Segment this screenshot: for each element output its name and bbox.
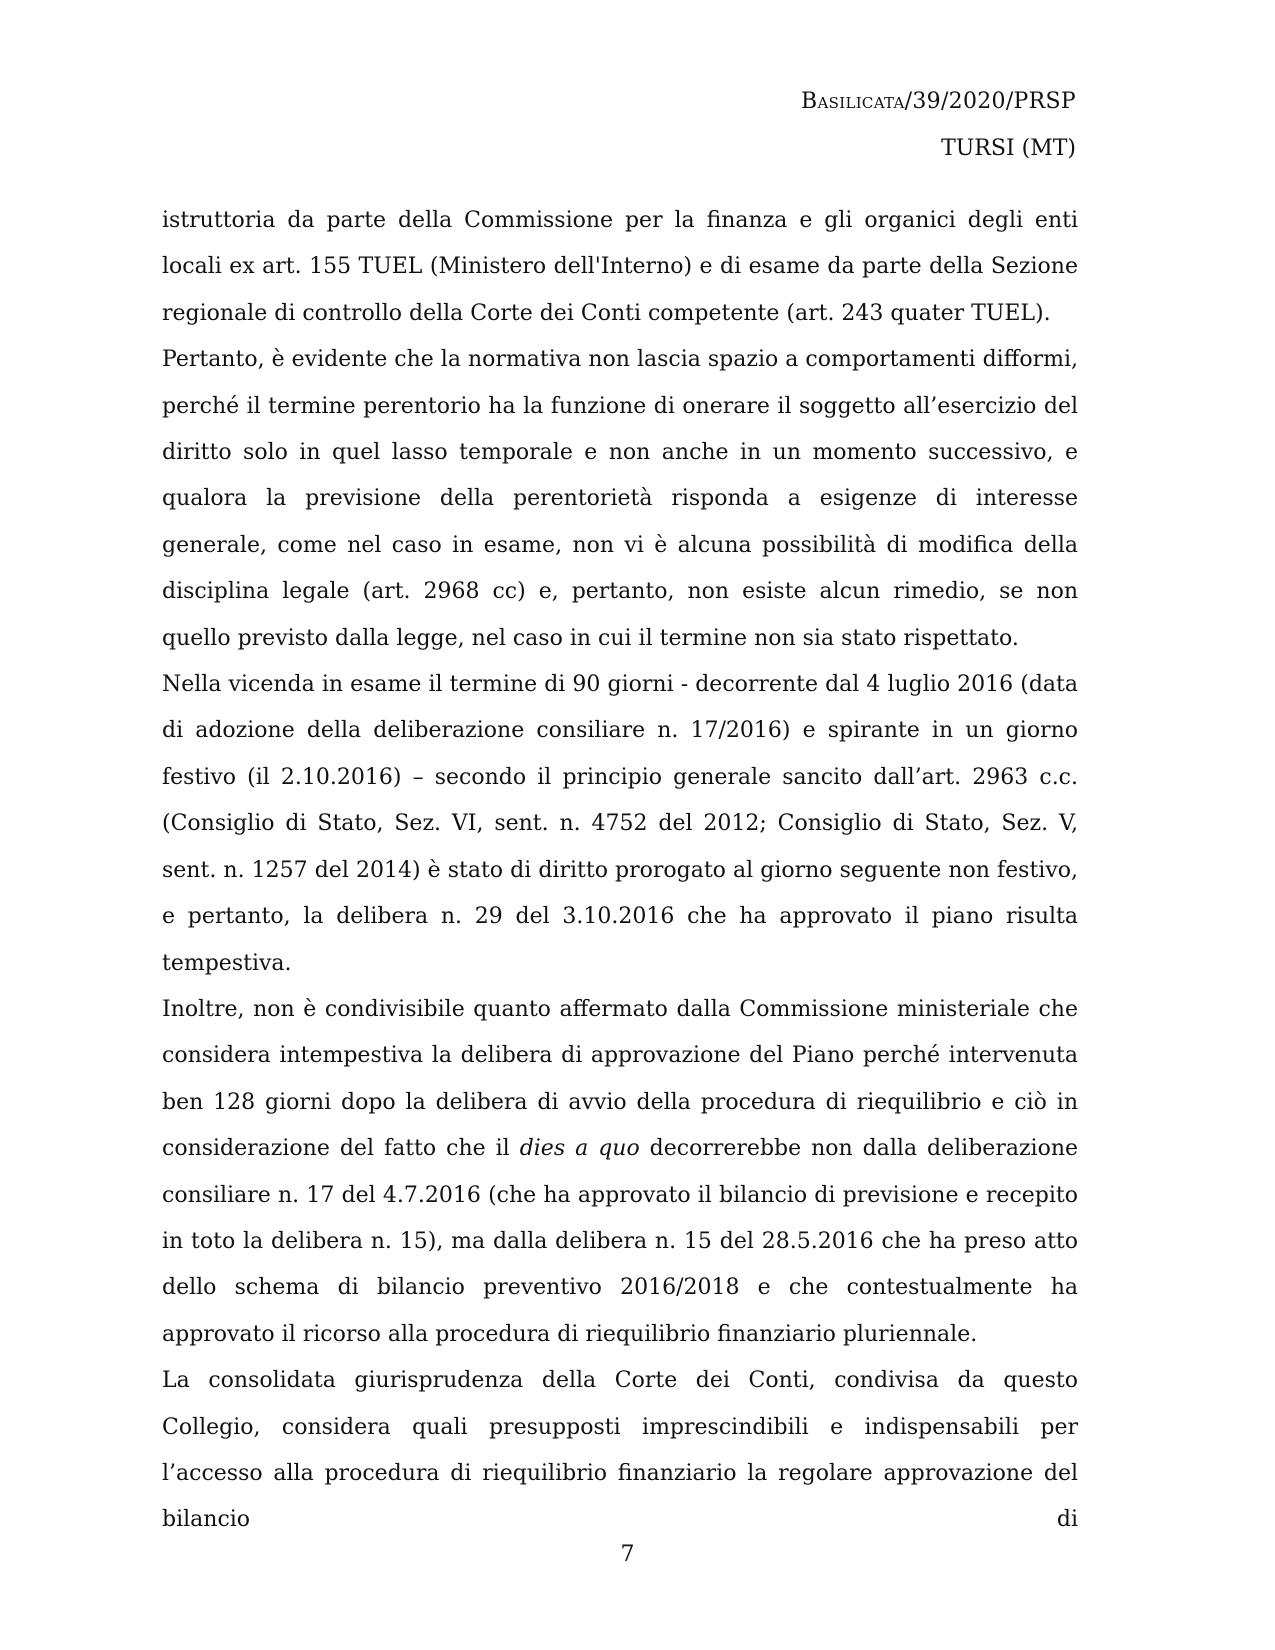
document-body [162, 198, 1078, 1544]
paragraph: La consolidata giurisprudenza della Corte dei Conti, condivisa da questo Collegio, considera quali presupposti imprescindibili e indispensabili per l’accesso alla procedura di riequilibrio finanziario la regolare approvazione del bilancio di [162, 1368, 1078, 1533]
document-entity: TURSI (MT) [941, 136, 1076, 161]
paragraph-text-before: Inoltre, non è condivisibile quanto affermato dalla Commissione ministeriale che considera intempestiva la delibera di approvazione del Piano perché intervenuta ben 128 giorni dopo la delibera di avvio della procedura di riequilibrio e ciò in considerazione del fatto che il [162, 996, 1078, 1162]
latin-term: dies a quo [519, 1136, 640, 1162]
document-reference: Basilicata/39/2020/PRSP [801, 89, 1076, 114]
paragraph: Pertanto, è evidente che la normativa non lascia spazio a comportamenti difformi, perché il termine perentorio ha la funzione di onerare il soggetto all’esercizio del diritto solo in quel lasso temporale e non anche in un momento successivo, e qualora la previsione della perentorietà risponda a esigenze di interesse generale, come nel caso in esame, non vi è alcuna possibilità di modifica della disciplina legale (art. 2968 cc) e, pertanto, non esiste alcun rimedio, se non quello previsto dalla legge, nel caso in cui il termine non sia stato rispettato. [162, 347, 1078, 651]
page-number: 7 [620, 1542, 635, 1567]
paragraph-text-after: decorrerebbe non dalla deliberazione consiliare n. 17 del 4.7.2016 (che ha approvato il bilancio di previsione e recepito in toto la delibera n. 15), ma dalla delibera n. 15 del 28.5.2016 che ha preso atto dello schema di bilancio preventivo 2016/2018 e che contestualmente ha approvato il ricorso alla procedura di riequilibrio finanziario pluriennale. [162, 1136, 1079, 1347]
paragraph: istruttoria da parte della Commissione per la finanza e gli organici degli enti locali ex art. 155 TUEL (Ministero dell'Interno) e di esame da parte della Sezione regionale di controllo della Corte dei Conti competente (art. 243 quater TUEL). [162, 208, 1078, 326]
paragraph: Nella vicenda in esame il termine di 90 giorni - decorrente dal 4 luglio 2016 (data di adozione della deliberazione consiliare n. 17/2016) e spirante in un giorno festivo (il 2.10.2016) – secondo il principio generale sancito dall’art. 2963 c.c. (Consiglio di Stato, Sez. VI, sent. n. 4752 del 2012; Consiglio di Stato, Sez. V, sent. n. 1257 del 2014) è stato di diritto prorogato al giorno seguente non festivo, e pertanto, la delibera n. 29 del 3.10.2016 che ha approvato il piano risulta tempestiva. [162, 672, 1078, 976]
paragraph [162, 987, 1078, 1358]
page-header [801, 78, 1076, 172]
